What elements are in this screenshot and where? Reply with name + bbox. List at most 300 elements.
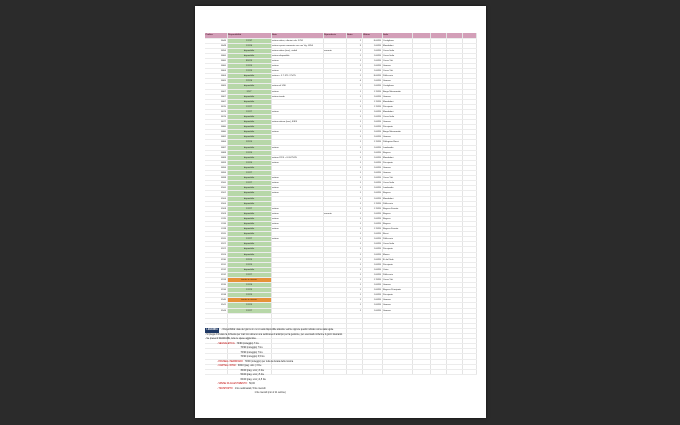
table-cell: 1 <box>346 140 362 145</box>
table-cell: 1.70/95 <box>362 227 382 232</box>
table-cell: vetrina <box>271 64 323 69</box>
table-cell: 1.00/95 <box>362 79 382 84</box>
table-cell: Pellicceria <box>382 201 412 206</box>
column-header: Disponibilità <box>227 33 271 38</box>
table-cell: vetrina <box>271 130 323 135</box>
table-cell: 8.00/95 <box>362 38 382 43</box>
legend-item-text: 1 lire settimanali, 5 lire mensili <box>234 387 266 390</box>
table-cell: vetrina <box>271 58 323 63</box>
table-cell: Genova <box>382 94 412 99</box>
table-cell: Principato <box>382 262 412 267</box>
legend-item-text: 30/40 (pag. unic.) 3 lire <box>237 365 262 367</box>
table-cell: 1 <box>346 237 362 242</box>
table-cell: 1 <box>346 267 362 272</box>
table-cell: 1 <box>346 74 362 79</box>
table-cell: vetrina + 3 7.375 / 75/25 <box>271 74 323 79</box>
table-cell: 1.00/95 <box>362 262 382 267</box>
table-cell: 1.00/95 <box>362 94 382 99</box>
table-cell: 8118 <box>205 227 227 232</box>
table-cell: disponibile <box>227 247 271 252</box>
table-cell: vetrina <box>271 216 323 221</box>
column-header: Sede <box>382 33 412 38</box>
table-cell: Pellicceria <box>382 74 412 79</box>
table-cell: vetrina <box>271 109 323 114</box>
table-cell: 1.00/95 <box>362 165 382 170</box>
table-cell: 1/1/25 <box>227 64 271 69</box>
table-cell: 1.00/95 <box>362 191 382 196</box>
table-cell: 1/1/25 <box>227 303 271 308</box>
table-cell: 1.00/95 <box>362 288 382 293</box>
table-cell: 1 <box>346 221 362 226</box>
table-cell: disponibile <box>227 74 271 79</box>
legend-item-label: - TRASPORTO: <box>217 387 234 390</box>
table-cell: 2/2/7 <box>227 89 271 94</box>
table-cell: disponibile <box>227 53 271 58</box>
table-cell: 8067 <box>205 89 227 94</box>
table-cell: vetrina <box>271 181 323 186</box>
table-cell: vetrina <box>271 145 323 150</box>
table-cell: 8122 <box>205 247 227 252</box>
table-cell: 8080 <box>205 125 227 130</box>
table-cell: 1 <box>346 252 362 257</box>
table-cell: disponibile <box>227 211 271 216</box>
table-cell: 1 <box>346 196 362 201</box>
table-cell: 8109 <box>205 211 227 216</box>
table-cell: disponibile <box>227 201 271 206</box>
table-cell: 1.00/95 <box>362 109 382 114</box>
table-cell: 8065 <box>205 79 227 84</box>
table-cell: 1 <box>346 48 362 53</box>
table-cell: 8138 <box>205 293 227 298</box>
table-cell: 8060 <box>205 53 227 58</box>
table-cell: 1.00/95 <box>362 171 382 176</box>
table-cell: 1/1/27 <box>227 206 271 211</box>
table-cell: Genova <box>382 64 412 69</box>
table-cell: 1/1/27 <box>227 237 271 242</box>
table-cell: 8106 <box>205 196 227 201</box>
table-cell: Rossi <box>382 232 412 237</box>
table-cell: 1.70/95 <box>362 201 382 206</box>
legend-item-text: 70/90 (noleggio) 7 lire <box>240 351 263 354</box>
table-cell: 8093 <box>205 160 227 165</box>
table-cell: disponibile <box>227 120 271 125</box>
table-cell: Genova <box>382 283 412 288</box>
table-cell: Genova <box>382 171 412 176</box>
table-cell: vetrina <box>271 191 323 196</box>
spreadsheet-table-area <box>205 33 476 375</box>
table-cell: 1.70/95 <box>362 278 382 283</box>
table-cell: disponibile <box>227 130 271 135</box>
table-cell: vetrina <box>271 221 323 226</box>
table-cell: Corso Vitt. <box>382 176 412 181</box>
table-cell: 1/1/25 <box>227 262 271 267</box>
table-cell: Genova <box>382 308 412 313</box>
table-cell: 1.00/95 <box>362 130 382 135</box>
table-cell: vacante <box>323 211 346 216</box>
table-cell: 1 <box>346 115 362 120</box>
table-cell: 1.00/95 <box>362 257 382 262</box>
table-cell: 1.00/95 <box>362 160 382 165</box>
table-cell: 8076 <box>205 115 227 120</box>
legend-line: - Disponibilità: date del giorno in cui ci sarà disponibile allestire vetrine oppure quello indicato come data ugole. <box>221 329 334 331</box>
table-cell: disponibile <box>227 267 271 272</box>
table-cell: vetrina di 1/36 <box>271 84 323 89</box>
legend-line: - Se presenti SEGNARE, tutte le spese aggiuntive. <box>205 338 257 340</box>
table-cell: 8065 <box>205 84 227 89</box>
table-cell: Lombardia <box>382 145 412 150</box>
table-cell: 8132 <box>205 267 227 272</box>
table-cell: 8064 <box>205 69 227 74</box>
table-cell: 1 <box>346 64 362 69</box>
table-cell: 8135 <box>205 283 227 288</box>
table-cell: 1 <box>346 171 362 176</box>
table-cell: 8126 <box>205 252 227 257</box>
table-cell: 1/1/27 <box>227 171 271 176</box>
table-cell: 1 <box>346 186 362 191</box>
legend-item-text: 70/90 (noleggio) 7 lire <box>236 342 259 345</box>
table-cell: 1.00/95 <box>362 237 382 242</box>
table-cell: 1 <box>346 89 362 94</box>
table-cell: Mondadori <box>382 43 412 48</box>
table-cell: vetrina <box>271 89 323 94</box>
table-cell: 1.00/95 <box>362 247 382 252</box>
table-cell: 1/1/27 <box>227 308 271 313</box>
table-cell: 1.00/95 <box>362 267 382 272</box>
table-cell: 8132 <box>205 272 227 277</box>
table-cell: Corso Italia <box>382 115 412 120</box>
legend-item-label: - SEGNALETICA: <box>217 342 236 345</box>
table-cell: 8080 <box>205 130 227 135</box>
table-cell: vetrina 2/2/5 + 8.20/75/25 <box>271 155 323 160</box>
table-cell: 1.00/95 <box>362 69 382 74</box>
table-cell: 1 <box>346 283 362 288</box>
table-cell: disponibile <box>227 48 271 53</box>
table-cell: Ragusa Ferrata <box>382 227 412 232</box>
table-cell: Castiglione <box>382 38 412 43</box>
table-cell: 1 <box>346 94 362 99</box>
table-cell: disponibile <box>227 191 271 196</box>
table-cell: Genova <box>382 303 412 308</box>
table-cell: 1.00/95 <box>362 242 382 247</box>
table-cell: Mondadori <box>382 155 412 160</box>
table-cell: 1/1/27 <box>227 109 271 114</box>
table-cell: 1.00/95 <box>362 181 382 186</box>
table-cell: vetrina <box>271 206 323 211</box>
table-cell: 8115 <box>205 216 227 221</box>
table-cell: 1 <box>346 293 362 298</box>
table-cell: 1.70/95 <box>362 99 382 104</box>
table-cell: 1 <box>346 232 362 237</box>
column-header: Note <box>271 33 323 38</box>
table-cell: 8106 <box>205 201 227 206</box>
table-cell: Mondadori <box>382 99 412 104</box>
table-cell: 1 <box>346 206 362 211</box>
table-cell: Genova <box>382 165 412 170</box>
spreadsheet-page <box>195 6 486 418</box>
table-cell: disponibile <box>227 125 271 130</box>
table-cell: 8088 <box>205 150 227 155</box>
table-cell: 8056 <box>205 48 227 53</box>
table-cell: tenuto in riserva <box>227 298 271 303</box>
table-cell: Corso Italia <box>382 242 412 247</box>
table-cell: 8087 <box>205 145 227 150</box>
table-cell: 8140 <box>205 298 227 303</box>
table-cell: Mondadori <box>382 196 412 201</box>
table-cell: vetrina disponibile <box>271 53 323 58</box>
table-cell: 1.00/95 <box>362 53 382 58</box>
table-cell: 1.00/95 <box>362 43 382 48</box>
table-cell: 8108 <box>205 206 227 211</box>
table-cell: 1.00/95 <box>362 48 382 53</box>
table-cell: disponibile <box>227 99 271 104</box>
table-cell: disponibile <box>227 84 271 89</box>
table-cell: 1.00/95 <box>362 120 382 125</box>
table-cell: 1/1/25 <box>227 288 271 293</box>
table-cell: Mezzo <box>382 252 412 257</box>
table-cell: 8131 <box>205 262 227 267</box>
table-cell: 1.00/95 <box>362 308 382 313</box>
legend-line: - Si prega di inviare la richiesta per mail con almeno una settimana di anticipo per la gestione, per eventuali conferme 2 giorni lavorativi. <box>205 333 343 336</box>
table-cell: 1.00/95 <box>362 84 382 89</box>
table-cell: 8/5/25 <box>227 58 271 63</box>
table-cell: vetrina <box>271 176 323 181</box>
table-cell: Genova <box>382 135 412 140</box>
table-cell: vetrina <box>271 69 323 74</box>
table-cell: 8046 <box>205 38 227 43</box>
table-cell: 1 <box>346 227 362 232</box>
table-cell: disponibile <box>227 155 271 160</box>
table-cell: Principato <box>382 160 412 165</box>
table-cell: 1.00/95 <box>362 150 382 155</box>
table-cell: 8073 <box>205 109 227 114</box>
table-cell: 8144 <box>205 308 227 313</box>
table-cell: 1 <box>346 84 362 89</box>
column-header: Ultima <box>362 33 382 38</box>
table-cell: 1 <box>346 99 362 104</box>
table-cell: 1.00/95 <box>362 145 382 150</box>
table-cell: Pellicceria <box>382 237 412 242</box>
table-cell: 1/1/26 <box>227 43 271 48</box>
table-cell: 1 <box>346 211 362 216</box>
table-cell: disponibile <box>227 135 271 140</box>
table-cell: Principato <box>382 104 412 109</box>
table-cell: Ragusa <box>382 221 412 226</box>
table-cell: 1/1/27 <box>227 181 271 186</box>
table-cell: 1.00/95 <box>362 135 382 140</box>
table-cell: Mondadori <box>382 109 412 114</box>
table-body <box>205 38 476 374</box>
table-cell: Ragusa <box>382 211 412 216</box>
table-cell: Genova <box>382 298 412 303</box>
legend-item-text: 70/90 (noleggio) 7 lire <box>240 347 263 349</box>
table-cell: Ragusa Principato <box>382 288 412 293</box>
table-cell: disponibile <box>227 242 271 247</box>
availability-table <box>205 33 477 375</box>
table-cell: disponibile <box>227 94 271 99</box>
table-cell: 1 <box>346 216 362 221</box>
table-cell: Corso Vitt. <box>382 69 412 74</box>
table-cell: vacante <box>323 48 346 53</box>
table-cell: 8116 <box>205 221 227 226</box>
table-cell: 8064 <box>205 74 227 79</box>
table-cell: Ostro <box>382 267 412 272</box>
table-cell: 8067 <box>205 94 227 99</box>
table-cell: vetrina attiva (tras), visibili <box>271 48 323 53</box>
table-cell: Corso Italia <box>382 53 412 58</box>
table-cell: 1.70/95 <box>362 89 382 94</box>
table-cell: 1 <box>346 262 362 267</box>
table-cell: vetrina <box>271 211 323 216</box>
table-cell: 1.00/95 <box>362 155 382 160</box>
table-cell: 1.00/95 <box>362 293 382 298</box>
table-cell: 2/2/25 <box>227 140 271 145</box>
table-cell: disponibile <box>227 252 271 257</box>
table-cell: disponibile <box>227 165 271 170</box>
table-cell: 1 <box>346 109 362 114</box>
table-cell: disponibile <box>227 145 271 150</box>
table-cell: disponibile <box>227 227 271 232</box>
table-cell: 1 <box>346 38 362 43</box>
table-cell: 1 <box>346 278 362 283</box>
table-cell: Principato <box>382 125 412 130</box>
table-cell: vetrina tenda <box>271 94 323 99</box>
table-cell: 1 <box>346 165 362 170</box>
table-cell: Corso Italia <box>382 48 412 53</box>
table-cell: 1/1/26 <box>227 283 271 288</box>
legend-item-text: 60/40 (pag. unic.) 4,5 lire <box>240 378 266 381</box>
table-cell: 1 <box>346 298 362 303</box>
table-cell: 1.00/95 <box>362 125 382 130</box>
table-cell: 8102 <box>205 191 227 196</box>
legend-item-text: 70/90 (noleggio) per tutta la durata della mostra <box>244 360 294 363</box>
table-cell: 1/1/25 <box>227 150 271 155</box>
table-cell: 8141 <box>205 303 227 308</box>
table-cell: 8.00/95 <box>362 74 382 79</box>
table-cell: 1 <box>346 201 362 206</box>
table-cell: 1/1/25 <box>227 160 271 165</box>
legend-items <box>205 342 476 396</box>
table-cell: Principato <box>382 293 412 298</box>
table-cell: Corso Italia <box>382 181 412 186</box>
table-cell: 8060 <box>205 58 227 63</box>
table-cell: 1 <box>346 104 362 109</box>
table-cell: Corso Vitt. <box>382 278 412 283</box>
table-cell: Pellicceria <box>382 272 412 277</box>
table-cell: 1 <box>346 288 362 293</box>
table-cell: vetrina <box>271 237 323 242</box>
table-cell: 8082 <box>205 135 227 140</box>
table-cell: 1/1/37 <box>227 38 271 43</box>
column-header: Stato <box>346 33 362 38</box>
table-cell: 8120 <box>205 237 227 242</box>
table-cell: disponibile <box>227 216 271 221</box>
table-cell: 8122 <box>205 242 227 247</box>
table-cell: 1.00/95 <box>362 64 382 69</box>
table-cell: 1.00/95 <box>362 272 382 277</box>
table-cell: 1.70/95 <box>362 104 382 109</box>
table-cell: 1.00/95 <box>362 211 382 216</box>
table-cell: 1 <box>346 150 362 155</box>
table-cell: 8120 <box>205 232 227 237</box>
table-cell: 3 <box>346 43 362 48</box>
table-cell: 1 <box>346 272 362 277</box>
table-cell: 2/2/26 <box>227 79 271 84</box>
table-cell: 2/2/25 <box>227 257 271 262</box>
table-cell: Lombardia <box>382 186 412 191</box>
table-cell: disponibile <box>227 176 271 181</box>
table-cell: 1.00/95 <box>362 283 382 288</box>
table-cell: 8070 <box>205 104 227 109</box>
table-cell: 1.00/95 <box>362 232 382 237</box>
table-cell: 1.70/95 <box>362 206 382 211</box>
table-cell: vetrina attesa (tras), 8/8/9 <box>271 120 323 125</box>
table-cell: 1 <box>346 145 362 150</box>
legend-item-label: - CARTELLI FISSI: <box>217 365 237 367</box>
table-cell: Ragusa <box>382 150 412 155</box>
table-cell: 1 <box>346 181 362 186</box>
table-cell: 8100 <box>205 186 227 191</box>
table-cell: 1 <box>346 155 362 160</box>
table-cell: 1.70/95 <box>362 140 382 145</box>
table-cell: B. del Sale <box>382 257 412 262</box>
legend-item <box>205 391 476 396</box>
table-cell: 1 <box>346 303 362 308</box>
table-cell: 1.00/95 <box>362 221 382 226</box>
table-cell: 1 <box>346 308 362 313</box>
table-cell: 1 <box>346 135 362 140</box>
table-cell: 1 <box>346 130 362 135</box>
table-cell: 1.00/95 <box>362 252 382 257</box>
legend-badge: LEGENDA <box>206 329 218 331</box>
table-cell: 1 <box>346 120 362 125</box>
legend-item-text: 1 lire mensili (con 2 11 vetrine) <box>254 392 286 394</box>
table-cell: 8060 <box>205 64 227 69</box>
legend-item-text: 70/90 (noleggio) 6,5 lire <box>240 356 265 358</box>
table-cell: Pellegrino Rossi <box>382 140 412 145</box>
table-cell: 1.00/95 <box>362 115 382 120</box>
table-cell: Borgo Mezzanotte <box>382 130 412 135</box>
table-cell: 1.00/95 <box>362 196 382 201</box>
legend-item-text: 50,00 <box>249 383 255 385</box>
table-cell: 1.00/95 <box>362 58 382 63</box>
table-cell: 1.00/95 <box>362 303 382 308</box>
table-cell: Ragusa Ferrata <box>382 206 412 211</box>
legend-item-text: 50/40 (pag. unic.) 5 lire <box>240 374 264 376</box>
table-cell: Ragusa <box>382 191 412 196</box>
table-cell: Castiglione <box>382 84 412 89</box>
table-cell: disponibile <box>227 186 271 191</box>
table-cell: 8130 <box>205 257 227 262</box>
table-cell: 1.00/95 <box>362 176 382 181</box>
table-cell: 8133 <box>205 278 227 283</box>
legend-notes <box>205 328 476 396</box>
table-cell: 1.00/95 <box>362 298 382 303</box>
table-cell: 1 <box>346 247 362 252</box>
table-cell: tenuto in riserva <box>227 278 271 283</box>
table-cell: 1 <box>346 53 362 58</box>
table-cell: 1 <box>346 191 362 196</box>
table-cell: 1.00/95 <box>362 216 382 221</box>
legend-item-text: 30/40 (pag. unic.) 3 lire <box>240 369 264 372</box>
table-cell: 1/1/27 <box>227 104 271 109</box>
table-cell: 8100 <box>205 181 227 186</box>
table-cell: vetrina <box>271 160 323 165</box>
table-cell: disponibile <box>227 115 271 120</box>
table-cell: vetrina spazio numerato con rex Vig. 6954 <box>271 43 323 48</box>
table-cell: 8089 <box>205 155 227 160</box>
table-cell: 4 <box>346 79 362 84</box>
table-cell: disponibile <box>227 232 271 237</box>
